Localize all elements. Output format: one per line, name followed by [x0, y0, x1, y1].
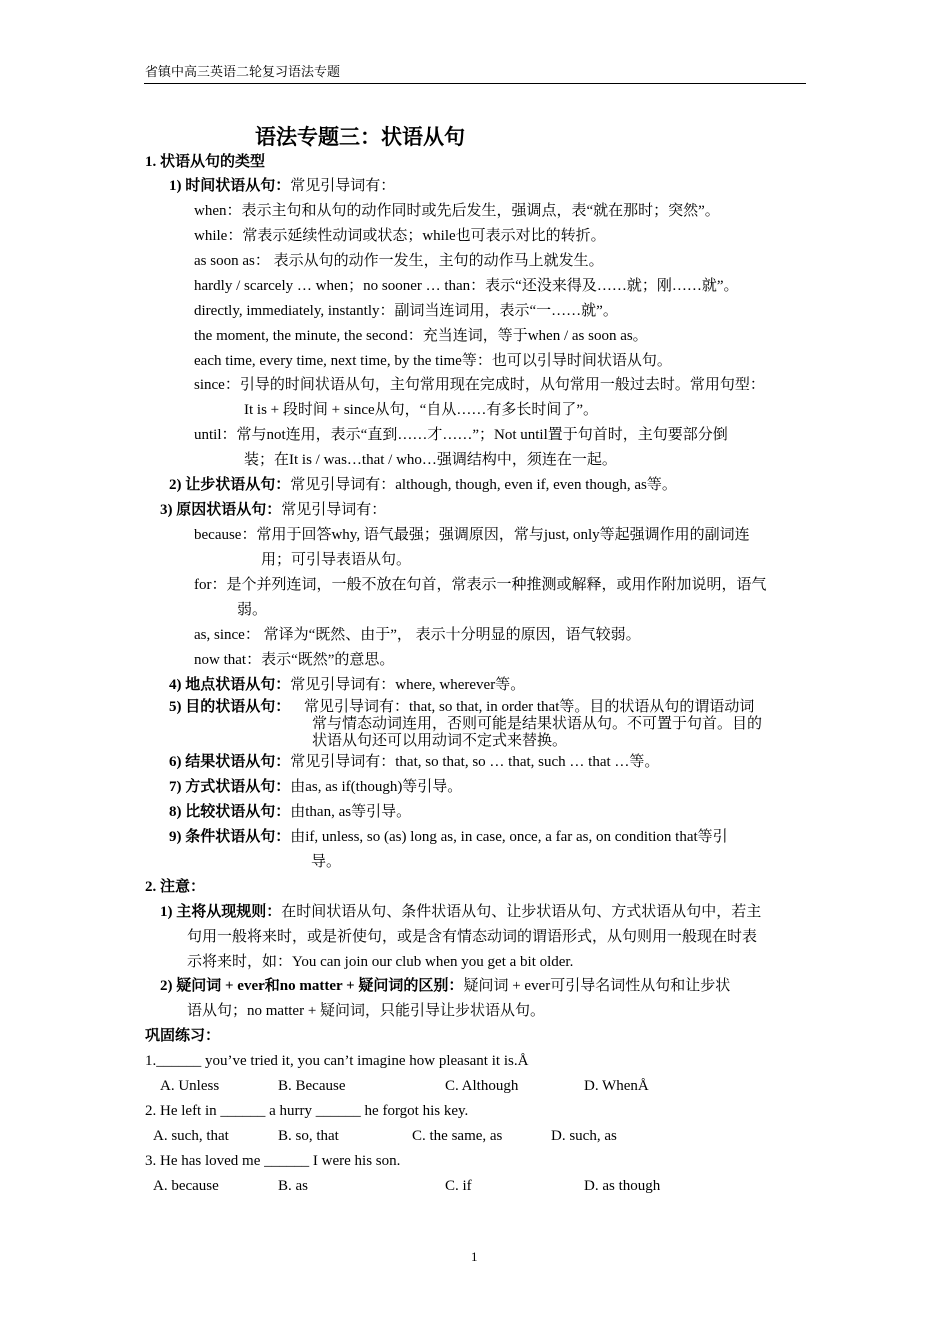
page-number: 1 [471, 1249, 478, 1264]
option-c: C. the same, as [412, 1128, 503, 1144]
place-clause [169, 676, 525, 695]
list-item: while：常表示延续性动词或状态；while也可表示对比的转折。 [194, 228, 606, 244]
condition-label: 9) 条件状语从句： [169, 829, 291, 845]
option-b: B. as [278, 1178, 308, 1194]
result-text: 常见引导词有：that, so that, so … that, such … that …等。 [290, 754, 660, 770]
option-c: C. if [445, 1178, 472, 1194]
rule2-line-2: 语从句；no matter + 疑问词，只能引导让步状语从句。 [187, 1003, 546, 1019]
manner-label: 7) 方式状语从句： [169, 779, 291, 795]
rule1-line-3: 示将来时，如：You can join our club when you get a bit older. [187, 954, 574, 970]
concession-clause [169, 476, 677, 495]
manner-text: 由as, as if(though)等引导。 [290, 779, 463, 795]
place-label: 4) 地点状语从句： [169, 677, 291, 693]
condition-clause [169, 828, 728, 847]
list-item: the moment, the minute, the second：充当连词，等于when / as soon as。 [194, 328, 648, 344]
result-label: 6) 结果状语从句： [169, 754, 291, 770]
option-a: A. such, that [153, 1128, 229, 1144]
until-line-1: until：常与not连用，表示“直到……才……”；Not until置于句首时，主句要部分倒 [194, 427, 728, 443]
purpose-line-2: 常与情态动词连用，否则可能是结果状语从句。不可置于句首。目的 [312, 716, 763, 732]
option-b: B. so, that [278, 1128, 339, 1144]
practice-heading: 巩固练习： [145, 1028, 221, 1044]
option-b: B. Because [278, 1078, 346, 1094]
concession-text: 常见引导词有：although, though, even if, even though, as等。 [290, 477, 677, 493]
option-d: D. such, as [551, 1128, 617, 1144]
reason-intro: 常见引导词有： [281, 502, 387, 518]
section-heading-types: 1. 状语从句的类型 [145, 154, 266, 170]
because-line-1: because：常用于回答why, 语气最强；强调原因，常与just, only等起强调作用的副词连 [194, 527, 750, 543]
for-line-1: for：是个并列连词，一般不放在句首，常表示一种推测或解释，或用作附加说明，语气 [194, 577, 767, 593]
option-d: D. WhenÅ [584, 1078, 649, 1094]
option-a: A. because [153, 1178, 219, 1194]
condition-line-1: 由if, unless, so (as) long as, in case, once, a far as, on condition that等引 [290, 829, 728, 845]
time-clause-label: 1) 时间状语从句： [169, 178, 291, 194]
header-rule [144, 83, 806, 84]
because-line-2: 用；可引导表语从句。 [261, 552, 412, 568]
purpose-clause-label: 5) 目的状语从句： [169, 699, 291, 715]
manner-clause [169, 778, 462, 797]
section-heading-notes: 2. 注意： [145, 879, 206, 895]
rule2-line-1: 2) 疑问词 + ever和no matter + 疑问词的区别：疑问词 + ever可引导名词性从句和让步状 [160, 978, 731, 994]
place-text: 常见引导词有：where, wherever等。 [290, 677, 526, 693]
time-clause-heading [169, 177, 395, 196]
since-line-2: It is + 段时间 + since从句，“自从……有多长时间了”。 [244, 402, 598, 418]
purpose-line-3: 状语从句还可以用动词不定式来替换。 [312, 733, 568, 749]
question-stem: 1.______ you’ve tried it, you can’t imagine how pleasant it is.Å [145, 1053, 529, 1069]
now-that-line: now that：表示“既然”的意思。 [194, 652, 395, 668]
option-a: A. Unless [160, 1078, 220, 1094]
list-item: each time, every time, next time, by the time等：也可以引导时间状语从句。 [194, 353, 672, 369]
list-item: when：表示主句和从句的动作同时或先后发生，强调点，表“就在那时；突然”。 [194, 203, 720, 219]
rule2-label: 2) 疑问词 + ever和no matter + 疑问词的区别： [160, 978, 464, 994]
rule1-line-1: 1) 主将从现规则：在时间状语从句、条件状语从句、让步状语从句、方式状语从句中，若主 [160, 904, 762, 920]
option-d: D. as though [584, 1178, 661, 1194]
concession-label: 2) 让步状语从句： [169, 477, 291, 493]
page-header: 省镇中高三英语二轮复习语法专题 [145, 64, 341, 79]
condition-line-2: 导。 [311, 854, 342, 870]
comparison-clause [169, 803, 411, 822]
as-since-line: as, since： 常译为“既然、由于”， 表示十分明显的原因，语气较弱。 [194, 627, 641, 643]
purpose-line-1: 常见引导词有：that, so that, in order that等。目的状语从句的谓语动词 [304, 699, 755, 715]
since-line-1: since：引导的时间状语从句，主句常用现在完成时，从句常用一般过去时。常用句型： [194, 377, 765, 393]
list-item: directly, immediately, instantly：副词当连词用，表示“一……就”。 [194, 303, 618, 319]
list-item: hardly / scarcely … when；no sooner … than：表示“还没来得及……就；刚……就”。 [194, 278, 739, 294]
until-line-2: 装；在It is / was…that / who…强调结构中，须连在一起。 [244, 452, 617, 468]
comparison-text: 由than, as等引导。 [290, 804, 412, 820]
result-clause [169, 753, 659, 772]
option-c: C. Although [445, 1078, 519, 1094]
question-stem: 2. He left in ______ a hurry ______ he forgot his key. [145, 1103, 469, 1119]
time-clause-intro: 常见引导词有： [290, 178, 396, 194]
list-item: as soon as： 表示从句的动作一发生，主句的动作马上就发生。 [194, 253, 604, 269]
for-line-2: 弱。 [237, 602, 268, 618]
question-stem: 3. He has loved me ______ I were his son. [145, 1153, 401, 1169]
comparison-label: 8) 比较状语从句： [169, 804, 291, 820]
reason-clause-heading [160, 501, 386, 520]
rule1-label: 1) 主将从现规则： [160, 904, 282, 920]
reason-label: 3) 原因状语从句： [160, 502, 282, 518]
page-title: 语法专题三：状语从句 [255, 125, 465, 149]
rule1-line-2: 句用一般将来时，或是祈使句，或是含有情态动词的谓语形式，从句则用一般现在时表 [187, 929, 758, 945]
